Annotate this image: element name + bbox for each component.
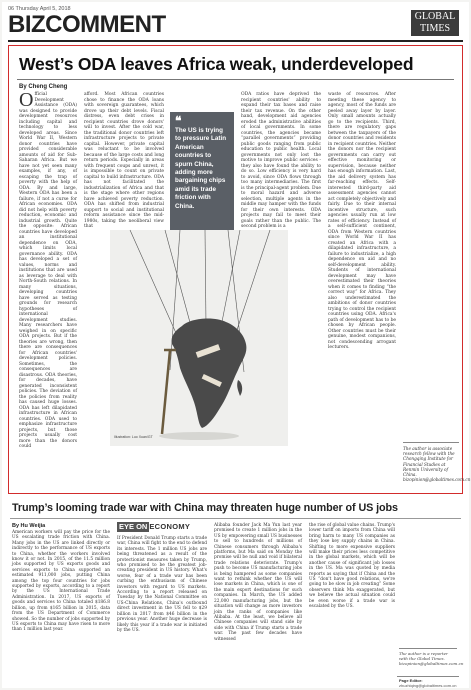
headline-rule [17,79,454,80]
top-story-column-5: waste of resources. After meeting these agency to agency, most of the funds are peeled away layer by layer. Only small amounts actually go to the recipients. Third, there are regulatory gaps between the taxpayers of the donor countries and residents in recipient countries. Neither the donors nor the recipient governments can carry out effective monitoring or supervision, because neither has enough information. Last, the aid delivery system has far-reaching effects. Self-interested third-party aid assessment agencies cannot act completely objectively and fairly. Due to their internal incentive structure, such agencies usually run at low rates of efficiency. Instead of a self-sufficient continent, ODA from Western countries since World War II has created an Africa with a dilapidated infrastructure, a failure to industrialize, a high dependence on aid and no self-development ability. Students of international development may have overestimated their theories when it comes to finding “the correct way” for Africa. They also underestimated the ambitions of donor countries trying to control the recipient countries using ODA. Africa's path of development has to be chosen by African people. Other countries must be their genuine, modest companions, not condescending arrogant lecturers. [328,92,396,350]
bottom-story-column-2: If President Donald Trump starts a trade war, China will fight to the end to defend its interests. The 1 million US jobs are being threatened as a result of the protectionist measures taken by Trump, who promised to be the greatest job-creating president in US history. What's worse, fear of a trade war has been curbing the enthusiasm of Chinese investors with regard to US markets. According to a report released on Tuesday by the National Committee on US-China Relations, China's outbound direct investment in the US fell to $29 billion in 2017 from $46 billion in the previous year. Another huge decrease is likely this year if a trade war is initiated by the US. [117,536,207,633]
top-story-byline: By Cheng Cheng [19,84,68,90]
bottom-headline-rule [10,518,461,519]
logo-line-1: GLOBAL [414,11,456,22]
page-editor-label: Page Editor: [399,678,423,683]
illustration [110,230,288,446]
page-editor-email: zhuzhiqing@globaltimes.com.cn [399,683,457,688]
page-info: 06 Thursday April 5, 2018 [8,6,71,12]
quote-mark-icon: ❝ [175,114,182,128]
bottom-story-byline: By Hu Weijia [12,523,46,529]
bio-rule [403,442,459,443]
top-story-column-2: afford. Most African countries chose to finance the ODA loans with sovereign guarantees, which drove up their debt levels. Fiscal distress, even debt crises in recipient countries drove donors' will to invest. After the cold war, the traditional donor countries left infrastructure projects to private capital. However, private capital was reluctant to be involved because of the large costs and long return periods. Especially in areas with frequent coups and unrest, it is impossible to count on private capital to build infrastructure. ODA has not facilitated the industrialization of Africa and that is the stage where other regions have achieved poverty reduction. ODA has shifted from industrial support to social and institutional reform assistance since the mid-1980s, taking the neoliberal view that [84,92,164,229]
section-title: BIZCOMMENT [8,11,166,38]
top-story-column-4: ODA ratios have deprived the recipient countries' ability to expand their tax bases and raise their tax revenue. On the other hand, development aid agencies eroded the administrative abilities of local governments. In some countries, the agencies became “parallel governments” providing public goods ranging from public education to public health. Local governments not only lost the motive to improve public services - they also have found the ability to do so. Low efficiency is very hard to avoid, since ODA flows through too many intermediaries. The first is the principal-agent problem. Due to moral hazard and adverse selection, multiple agents in the middle may hamper with the funds for their own interests. ODA projects may fail to meet their goals rather than the public. The second problem is a [241,92,321,229]
top-story-headline: West’s ODA leaves Africa weak, underdeveloped [19,54,414,74]
bottom-story-column-1: American workers will pay the price for the US escalating trade friction with China. Many jobs in the US are linked directly or indirectly to the performance of US exports to China, whether the workers involved know it or not. In 2015, of the 11.5 million jobs supported by US exports goods and services exports to China supported an estimated 911,000 jobs, putting China among the top four countries for jobs supported by exports, according to a report by the US International Trade Administration. In 2017, US exports of goods and services to China totaled $186.8 billion, up from $165 billion in 2015, data from the US Department of Commerce showed. So the number of jobs supported by US exports to China may have risen to more than 1 million last year. [12,530,110,633]
page-editor-footer [399,678,456,688]
logo-line-2: TIMES [420,23,450,34]
pull-quote: ❝ The US is trying to pressure Latin American countries to spurn China, adding more bargaining chips amid its trade friction with China. [170,112,234,250]
footer-rule [397,676,459,677]
bottom-story-column-3: Alibaba founder Jack Ma Yun last year promised to create 1 million jobs in the US by empowering small US businesses to sell to hundreds of millions of Chinese consumers through Alibaba's platforms, but Ma said on Monday the promise will be null and void if bilateral trade relations deteriorate. Trump's push to become US manufacturing jobs is being hampered as some companies want to rethink whether the US will lose markets in China, which is one of the main export destinations for such companies. In March, the US added 22,000 manufacturing jobs, but the situation will change as more investors join the ranks of companies like Alibaba. At the least, we believe all Chinese companies will stand side by side with China if Trump starts a trade war. The past few decades have witnessed [214,523,302,642]
newspaper-page [2,2,469,688]
bottom-story-headline: Trump’s looming trade war with China may threaten huge number of US jobs [12,502,398,514]
bottom-author-bio: The author is a reporter with the Global Times. bizopinion@globaltimes.com.cn [399,651,464,666]
masthead-rule [8,40,463,42]
author-bio: The author is associate research fellow with the Chongqing Institute for Financial Studies at Renmin University of China. bizopinion@globaltimes.com.cn [403,446,471,483]
top-story-column-1: Official Development Assistance (ODA) was designed to provide development resources including capital and technology to less developed areas. Since World War II, Western donor countries have provided considerable amounts of aid for Sub-Saharan Africa. But we have not yet seen many examples, if any, of escaping the trap of poverty with the help of ODA. By and large, Western ODA has been a failure, if not a curse for African economies. ODA did not help with poverty reduction, economic and industrial growth. Quite the opposite: African countries have developed an institutional dependence on ODA, which limits local governance ability. ODA has developed a set of values, norms and institutions that are used as leverage to deal with North-South relations. In many situations, developing countries have served as testing grounds for research hypotheses of international development studies. Many researchers have weighed in on specific ODA projects. But if the theories are wrong, then there are consequences for African countries' development policies. Sometimes, the consequences are disastrous. ODA theories, for decades, have generated inconsistent policies. The deviation of the policies from reality has caused huge losses. ODA has left dilapidated infrastructure in African countries. ODA used to emphasize infrastructure projects, but those projects usually cost more than the donors could [19,89,77,449]
illustration-credit: Illustration: Luo Xuan/GT [114,435,153,439]
economy-label: ECONOMY [149,522,191,531]
drop-cap: O [19,89,34,111]
illustration-africa-puppet [110,230,288,446]
bottom-bio-rule [399,648,457,649]
eye-on-badge: EYE ON [119,522,148,531]
bottom-story-column-4: the rise of global value chains. Trump's lower tariff on imports from China will bring harm to many US companies as they lose key supply chains in China. Shifting to more expensive suppliers will make their prices less competitive in the global markets, which will be another cause of significant job losses in the US. Ma was quoted by media reports as saying that if China and the US “don't have good relations, we're going to be slow in job creating” Some observers think Ma exaggerated, but we believe the actual situation could be even worse if a trade war is escalated by the US. [309,523,396,610]
eye-on-economy-label [117,522,190,532]
global-times-logo [411,10,459,36]
